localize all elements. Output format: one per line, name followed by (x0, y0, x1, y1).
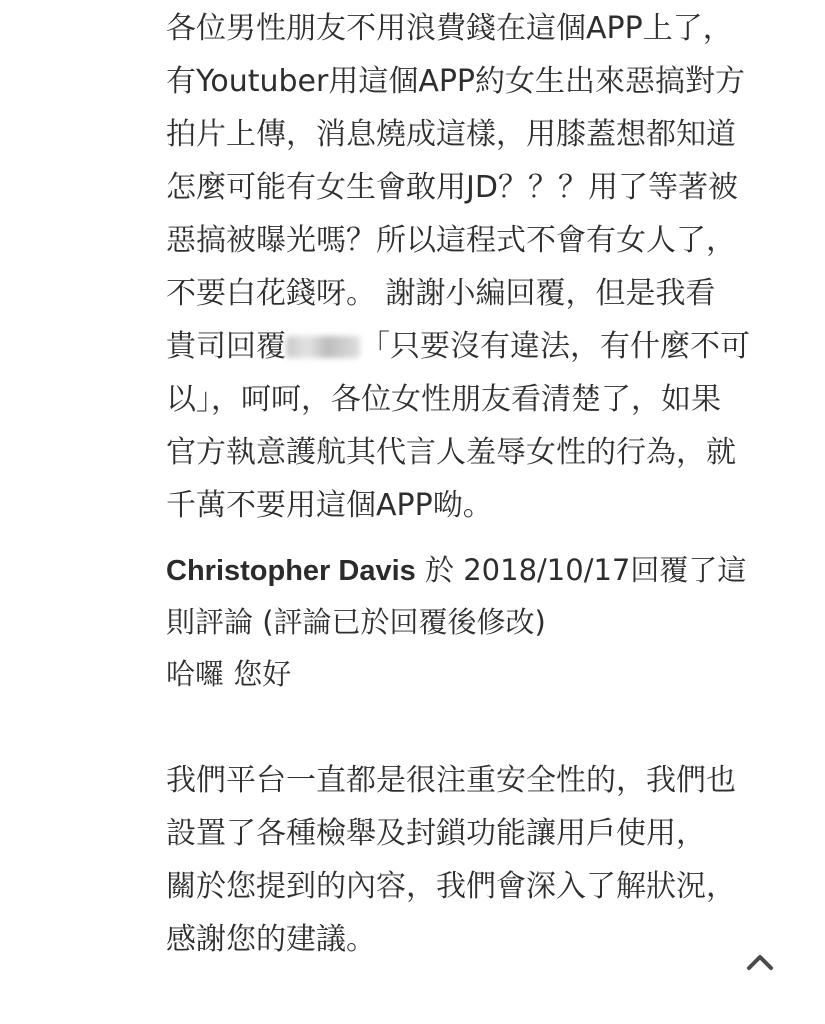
reply-edit-note: 則評論 (評論已於回覆後修改) (166, 605, 546, 639)
reply-line: 關於您提到的內容，我們會深入了解狀況， (166, 869, 736, 904)
review-line: 有Youtuber用這個APP約女生出來惡搞對方 (166, 64, 746, 99)
redacted-text-blur (286, 336, 360, 358)
reply-meta (166, 544, 786, 596)
developer-reply (166, 544, 786, 700)
reply-date: 於 2018/10/17回覆了這 (415, 553, 747, 587)
user-review (166, 0, 786, 532)
review-line: 怎麼可能有女生會敢用JD？？？用了等著被 (166, 170, 738, 205)
review-line: 官方執意護航其代言人羞辱女性的行為，就 (166, 435, 736, 470)
reply-body (166, 752, 786, 966)
reply-line: 我們平台一直都是很注重安全性的，我們也 (166, 763, 736, 798)
chevron-up-icon (745, 952, 775, 972)
review-line: 不要白花錢呀。 謝謝小編回覆，但是我看 (166, 276, 716, 311)
reply-line: 感謝您的建議。 (166, 922, 376, 957)
reply-line: 設置了各種檢舉及封鎖功能讓用戶使用， (166, 816, 706, 851)
reply-greeting: 哈囉 您好 (166, 657, 292, 691)
review-line: 惡搞被曝光嗎？所以這程式不會有女人了， (166, 223, 736, 258)
review-line-part: 「只要沒有違法，有什麼不可 (360, 329, 750, 364)
reply-author: Christopher Davis (166, 555, 416, 587)
review-line (166, 320, 786, 373)
review-line-part: 貴司回覆 (166, 329, 286, 364)
review-line: 各位男性朋友不用浪費錢在這個APP上了， (166, 11, 733, 46)
scroll-to-top-button[interactable] (740, 946, 780, 978)
review-line: 拍片上傳，消息燒成這樣，用膝蓋想都知道 (166, 117, 736, 152)
review-line: 以」，呵呵，各位女性朋友看清楚了，如果 (166, 382, 721, 417)
review-line: 千萬不要用這個APP呦。 (166, 488, 493, 523)
